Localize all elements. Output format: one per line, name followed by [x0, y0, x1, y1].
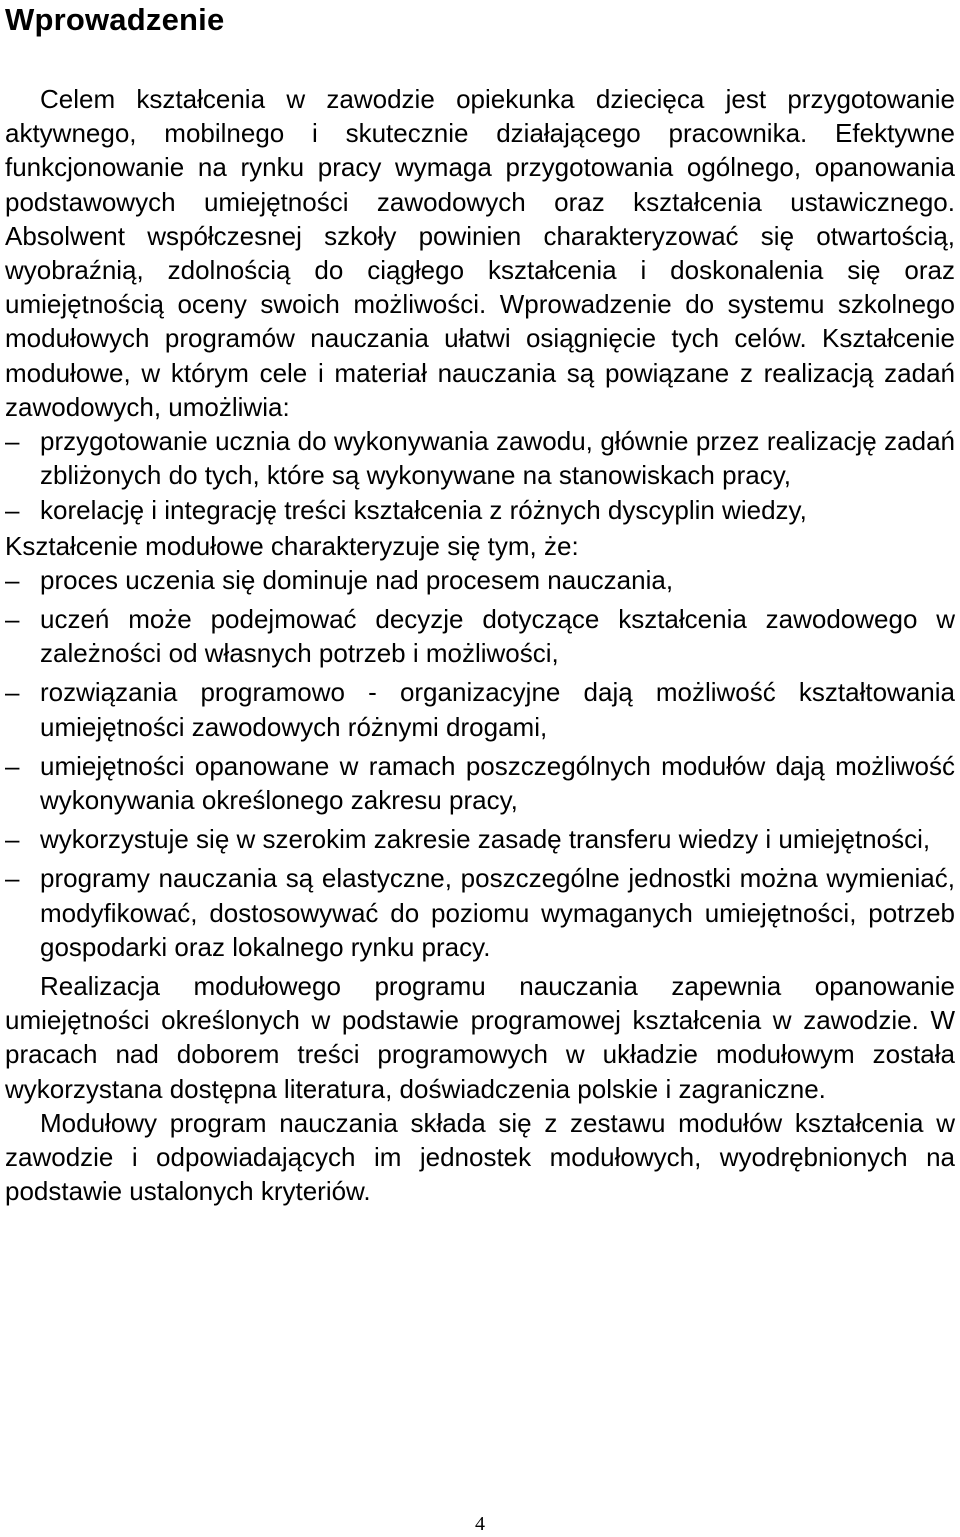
list-item-text: uczeń może podejmować decyzje dotyczące kształcenia zawodowego w zależności od własnych potrzeb i możliwości, [40, 604, 955, 669]
list-item-text: rozwiązania programowo - organizacyjne dają możliwość kształtowania umiejętności zawodowych różnymi drogami, [40, 677, 955, 742]
dash-bullet-icon: – [5, 677, 20, 708]
dash-bullet-icon: – [5, 564, 20, 595]
dash-bullet-icon: – [5, 495, 20, 526]
list-item-text: przygotowanie ucznia do wykonywania zawodu, głównie przez realizację zadań zbliżonych do tych, które są wykonywane na stanowiskach pracy, [40, 426, 955, 491]
list-item-text: programy nauczania są elastyczne, poszczególne jednostki można wymieniać, modyfikować, dostosowywać do poziomu wymaganych umiejętności, potrzeb gospodarki oraz lokalnego rynku pracy. [40, 863, 955, 962]
list-item [5, 675, 955, 743]
list-item-text: wykorzystuje się w szerokim zakresie zasadę transferu wiedzy i umiejętności, [40, 824, 931, 855]
list-item [5, 563, 955, 597]
realization-paragraph: Realizacja modułowego programu nauczania zapewnia opanowanie umiejętności określonych w podstawie programowej kształcenia w zawodzie. W pracach nad doborem treści programowych w układzie modułowym została wykorzystana dostępna literatura, doświadczenia polskie i zagraniczne. [5, 971, 955, 1104]
list-item [5, 493, 955, 527]
list-item [5, 822, 955, 856]
list-item [5, 861, 955, 964]
dash-bullet-icon: – [5, 604, 20, 635]
dash-bullet-icon: – [5, 824, 20, 855]
intro-paragraph: Celem kształcenia w zawodzie opiekunka dziecięca jest przygotowanie aktywnego, mobilnego i skutecznie działającego pracownika. Efektywne funkcjonowanie na rynku pracy wymaga przygotowania ogólnego, opanowania podstawowych umiejętności zawodowych oraz kształcenia ustawicznego. Absolwent współczesnej szkoły powinien charakteryzować się otwartością, wyobraźnią, zdolnością do ciągłego kształcenia i doskonalenia się oraz umiejętnością oceny swoich możliwości. Wprowadzenie do systemu szkolnego modułowych programów nauczania ułatwi osiągnięcie tych celów. Kształcenie modułowe, w którym cele i materiał nauczania są powiązane z realizacją zadań zawodowych, umożliwia: [5, 84, 955, 422]
list-item-text: korelację i integrację treści kształcenia z różnych dyscyplin wiedzy, [40, 495, 807, 526]
list-item [5, 424, 955, 492]
page-number: 4 [475, 1513, 485, 1535]
dash-bullet-icon: – [5, 426, 20, 457]
dash-bullet-icon: – [5, 750, 20, 781]
dash-bullet-icon: – [5, 863, 20, 894]
document-page [5, 0, 955, 1209]
characteristics-list [5, 563, 955, 964]
list-item-text: umiejętności opanowane w ramach poszczególnych modułów dają możliwość wykonywania określonego zakresu pracy, [40, 750, 955, 816]
page-title: Wprowadzenie [5, 2, 225, 37]
list-item [5, 749, 955, 817]
benefits-list [5, 424, 955, 528]
structure-paragraph: Modułowy program nauczania składa się z zestawu modułów kształcenia w zawodzie i odpowiadających im jednostek modułowych, wyodrębnionych na podstawie ustalonych kryteriów. [5, 1107, 955, 1207]
characteristics-intro: Kształcenie modułowe charakteryzuje się tym, że: [5, 530, 579, 561]
list-item-text: proces uczenia się dominuje nad procesem nauczania, [40, 564, 674, 595]
list-item [5, 602, 955, 670]
